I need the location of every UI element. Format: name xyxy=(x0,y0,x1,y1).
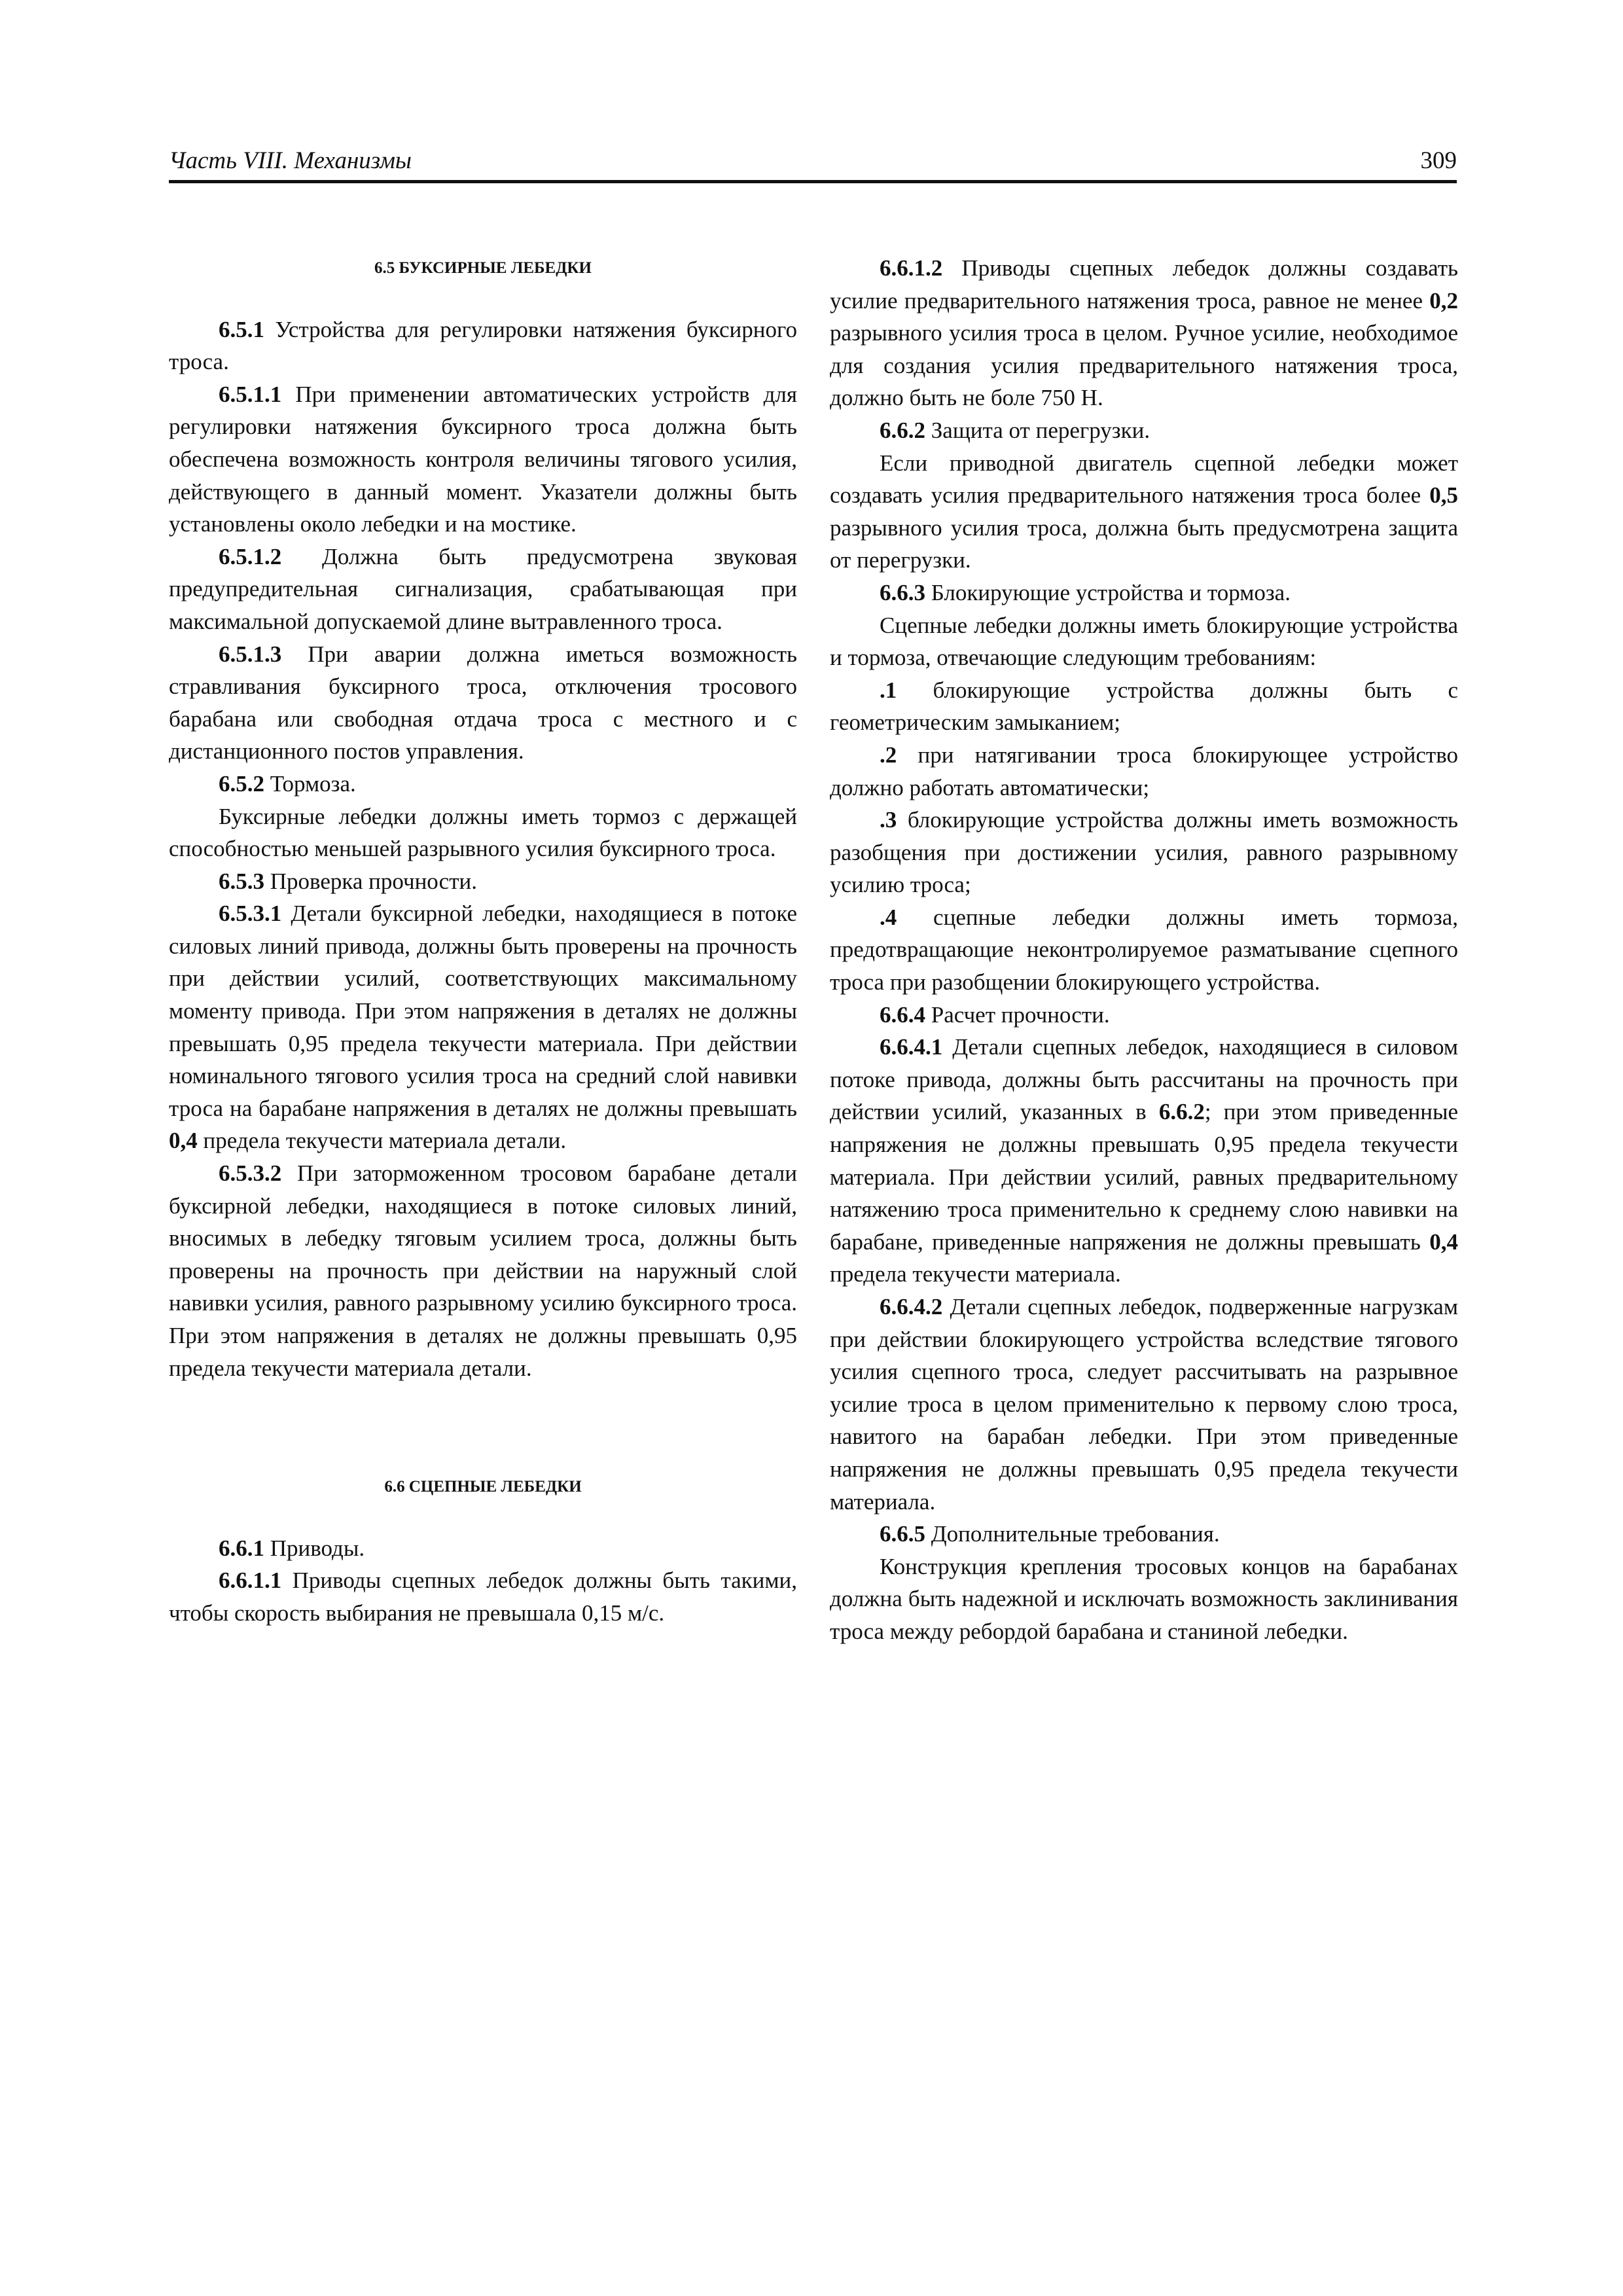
paragraph-6-5-2: 6.5.2 Тормоза. xyxy=(219,770,356,797)
list-item-1: .1 блокирующие устройства должны быть с геометрическим замыканием; xyxy=(830,677,1458,736)
left-column xyxy=(169,252,797,1630)
paragraph-6-6-4: 6.6.4 Расчет прочности. xyxy=(880,1001,1110,1028)
paragraph-6-6-1: 6.6.1 Приводы. xyxy=(219,1535,365,1561)
paragraph-overload: Если приводной двигатель сцепной лебедки может создавать усилия предварительного натяжения троса более 0,5 разрывного усилия троса, должна быть предусмотрена защита от перегрузки. xyxy=(830,450,1458,573)
paragraph-brakes: Буксирные лебедки должны иметь тормоз с держащей способностью меньшей разрывного усилия буксирного троса. xyxy=(169,803,797,862)
paragraph-6-6-3: 6.6.3 Блокирующие устройства и тормоза. xyxy=(880,579,1291,605)
paragraph-6-6-1-1: 6.6.1.1 Приводы сцепных лебедок должны быть такими, чтобы скорость выбирания не превышала 0,15 м/с. xyxy=(169,1568,797,1626)
right-column xyxy=(830,252,1458,1648)
paragraph-6-6-2: 6.6.2 Защита от перегрузки. xyxy=(880,417,1150,443)
paragraph-6-5-1-3: 6.5.1.3 При аварии должна иметься возможность стравливания буксирного троса, отключения тросового барабана или свободная отдача троса с местного и с дистанционного постов управления. xyxy=(169,641,797,764)
paragraph-6-5-3: 6.5.3 Проверка прочности. xyxy=(219,868,477,894)
paragraph-6-5-3-1: 6.5.3.1 Детали буксирной лебедки, находящиеся в потоке силовых линий привода, должны быть проверены на прочность при действии усилий, соответствующих максимальному моменту привода. При этом напряжения в деталях не должны превышать 0,95 предела текучести материала. При действии номинального тягового усилия троса на средний слой навивки троса на барабане напряжения в деталях не должны превышать 0,4 предела текучести материала детали. xyxy=(169,901,797,1154)
paragraph-requirements: Сцепные лебедки должны иметь блокирующие устройства и тормоза, отвечающие следующим требованиям: xyxy=(830,612,1458,671)
section-title-6-5: 6.5 БУКСИРНЫЕ ЛЕБЕДКИ xyxy=(374,259,592,277)
paragraph-6-5-1: 6.5.1 Устройства для регулировки натяжения буксирного троса. xyxy=(169,316,797,375)
paragraph-6-6-1-2: 6.6.1.2 Приводы сцепных лебедок должны создавать усилие предварительного натяжения троса, равное не менее 0,2 разрывного усилия троса в целом. Ручное усилие, необходимое для создания усилия предварительного натяжения троса, должно быть не боле 750 Н. xyxy=(830,255,1458,411)
paragraph-6-5-3-2: 6.5.3.2 При заторможенном тросовом барабане детали буксирной лебедки, находящиеся в потоке силовых линий, вносимых в лебедку тяговым усилием троса, должны быть проверены на прочность при действии на наружный слой навивки усилия, равного разрывному усилию буксирного троса. При этом напряжения в деталях не должны превышать 0,95 предела текучести материала детали. xyxy=(169,1160,797,1381)
page-number: 309 xyxy=(1420,147,1457,174)
list-item-3: .3 блокирующие устройства должны иметь возможность разобщения при достижении усилия, равного разрывному усилию троса; xyxy=(830,807,1458,898)
running-head: Часть VIII. Механизмы xyxy=(169,147,412,174)
paragraph-6-5-1-2: 6.5.1.2 Должна быть предусмотрена звуковая предупредительная сигнализация, срабатывающая при максимальной допускаемой длине вытравленного троса. xyxy=(169,543,797,634)
paragraph-6-6-4-1: 6.6.4.1 Детали сцепных лебедок, находящиеся в силовом потоке привода, должны быть рассчитаны на прочность при действии усилий, указанных в 6.6.2; при этом приведенные напряжения не должны превышать 0,95 предела текучести материала. При действии усилий, равных предварительному натяжению троса применительно к среднему слою навивки на барабане, приведенные напряжения не должны превышать 0,4 предела текучести материала. xyxy=(830,1034,1458,1287)
section-title-6-6: 6.6 СЦЕПНЫЕ ЛЕБЕДКИ xyxy=(384,1478,582,1496)
page-header xyxy=(169,147,1457,181)
list-item-4: .4 сцепные лебедки должны иметь тормоза, предотвращающие неконтролируемое разматывание сцепного троса при разобщении блокирующего устройства. xyxy=(830,904,1458,996)
paragraph-6-6-4-2: 6.6.4.2 Детали сцепных лебедок, подверженные нагрузкам при действии блокирующего устройства вследствие тягового усилия сцепного троса, следует рассчитывать на разрывное усилие троса в целом применительно к первому слою троса, навитого на барабан лебедки. При этом приведенные напряжения не должны превышать 0,95 предела текучести материала. xyxy=(830,1294,1458,1515)
paragraph-6-5-1-1: 6.5.1.1 При применении автоматических устройств для регулировки натяжения буксирного троса должна быть обеспечена возможность контроля величины тягового усилия, действующего в данный момент. Указатели должны быть установлены около лебедки и на мостике. xyxy=(169,381,797,537)
paragraph-rope-ends: Конструкция крепления тросовых концов на барабанах должна быть надежной и исключать возможность заклинивания троса между ребордой барабана и станиной лебедки. xyxy=(830,1553,1458,1644)
list-item-2: .2 при натягивании троса блокирующее устройство должно работать автоматически; xyxy=(830,742,1458,800)
header-rule xyxy=(169,180,1457,183)
paragraph-6-6-5: 6.6.5 Дополнительные требования. xyxy=(880,1521,1220,1547)
